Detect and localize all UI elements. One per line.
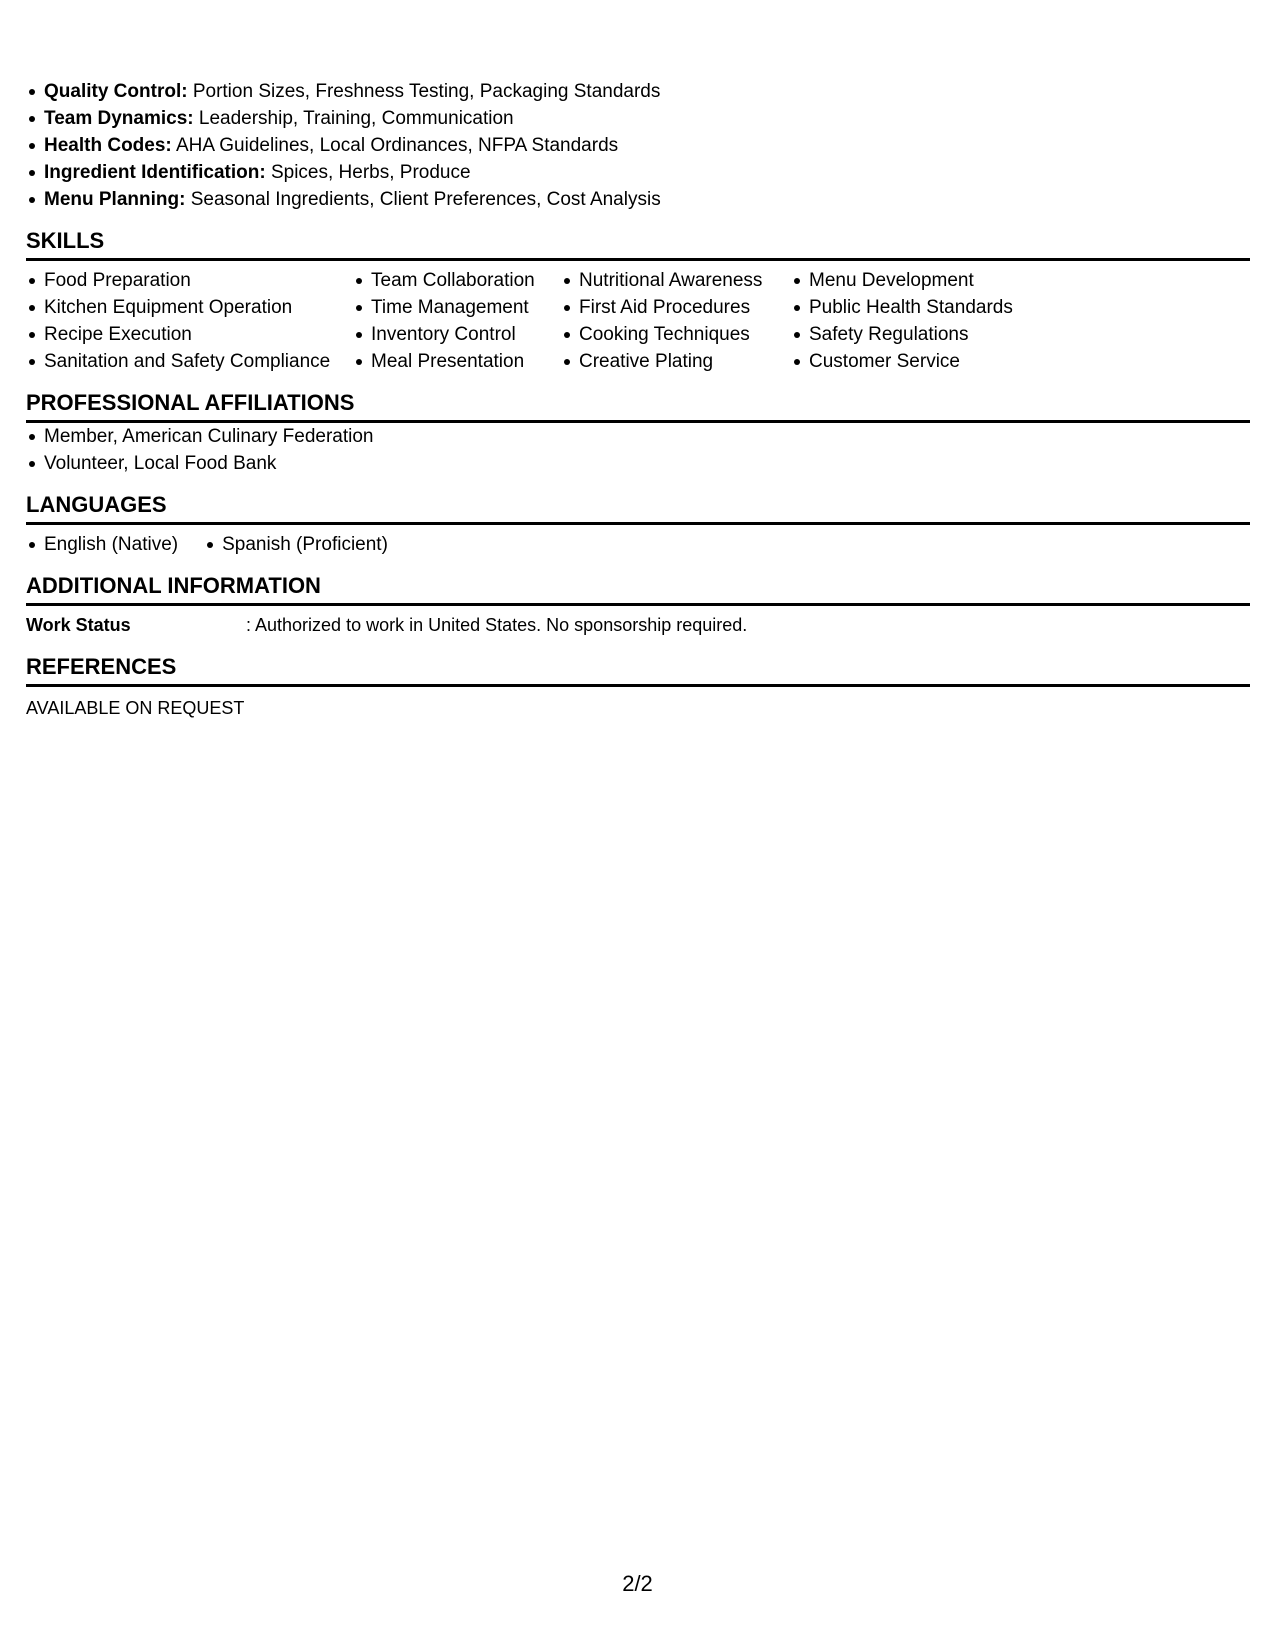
additional-info-heading: ADDITIONAL INFORMATION: [26, 572, 1250, 606]
references-heading: REFERENCES: [26, 653, 1250, 687]
expertise-text: AHA Guidelines, Local Ordinances, NFPA Standards: [171, 135, 619, 156]
expertise-item: [44, 159, 1250, 186]
affiliation-item: Member, American Culinary Federation: [44, 423, 1250, 450]
language-item: Spanish (Proficient): [222, 531, 388, 558]
expertise-label: Health Codes:: [44, 135, 172, 156]
expertise-label: Menu Planning:: [44, 189, 186, 210]
skill-item: Public Health Standards: [809, 294, 1069, 321]
skill-item: First Aid Procedures: [579, 294, 791, 321]
skill-item: Kitchen Equipment Operation: [44, 294, 353, 321]
skill-item: Recipe Execution: [44, 321, 353, 348]
skills-column: [561, 267, 791, 375]
skills-column: [791, 267, 1069, 375]
work-status-row: [26, 612, 1250, 639]
work-status-value: : Authorized to work in United States. No sponsorship required.: [246, 615, 748, 635]
expertise-label: Ingredient Identification:: [44, 162, 266, 183]
skills-column: [26, 267, 353, 375]
skill-item: Time Management: [371, 294, 561, 321]
affiliations-heading: PROFESSIONAL AFFILIATIONS: [26, 389, 1250, 423]
expertise-item: [44, 78, 1250, 105]
skills-column: [353, 267, 561, 375]
expertise-text: Seasonal Ingredients, Client Preferences, Cost Analysis: [185, 189, 661, 210]
skill-item: Creative Plating: [579, 348, 791, 375]
skill-item: Inventory Control: [371, 321, 561, 348]
languages-heading: LANGUAGES: [26, 491, 1250, 525]
expertise-item: [44, 186, 1250, 213]
resume-page: [26, 78, 1250, 722]
expertise-label: Team Dynamics:: [44, 108, 194, 129]
expertise-list: [26, 78, 1250, 213]
language-item: English (Native): [44, 531, 178, 558]
skill-item: Safety Regulations: [809, 321, 1069, 348]
affiliation-item: Volunteer, Local Food Bank: [44, 450, 1250, 477]
language-group: [26, 531, 178, 558]
skill-item: Team Collaboration: [371, 267, 561, 294]
skills-heading: SKILLS: [26, 227, 1250, 261]
references-text: AVAILABLE ON REQUEST: [26, 698, 245, 718]
skill-item: Cooking Techniques: [579, 321, 791, 348]
language-group: [204, 531, 388, 558]
expertise-item: [44, 105, 1250, 132]
expertise-item: [44, 132, 1250, 159]
expertise-text: Leadership, Training, Communication: [193, 108, 514, 129]
affiliations-list: [26, 423, 1250, 477]
skill-item: Nutritional Awareness: [579, 267, 791, 294]
skill-item: Meal Presentation: [371, 348, 561, 375]
skill-item: Menu Development: [809, 267, 1069, 294]
skill-item: Sanitation and Safety Compliance: [44, 348, 353, 375]
expertise-text: Spices, Herbs, Produce: [265, 162, 471, 183]
skill-item: Food Preparation: [44, 267, 353, 294]
page-number: 2/2: [622, 1571, 653, 1596]
expertise-label: Quality Control:: [44, 81, 188, 102]
work-status-label: Work Status: [26, 615, 131, 635]
skill-item: Customer Service: [809, 348, 1069, 375]
expertise-text: Portion Sizes, Freshness Testing, Packaging Standards: [187, 81, 661, 102]
skills-grid: [26, 267, 1250, 375]
languages-list: [26, 531, 1250, 558]
